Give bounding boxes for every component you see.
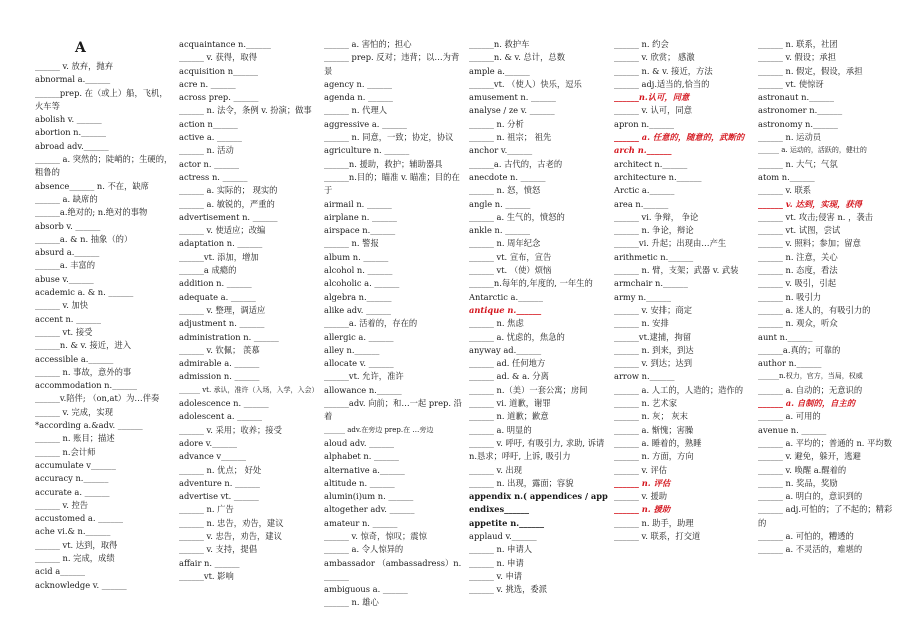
vocab-entry: adaptation n. ______ bbox=[179, 238, 263, 249]
vocab-entry: ______ adv.在旁边 prep.在 …旁边 bbox=[324, 425, 434, 434]
vocab-entry: ______n. 援助，救护；辅助器具 bbox=[324, 158, 443, 169]
vocab-entry: altogether adv. ______ bbox=[324, 504, 415, 515]
vocab-entry: astronaut n.______ bbox=[758, 92, 834, 103]
vocab-entry: alumin(i)um n. ______ bbox=[324, 491, 414, 502]
vocab-entry: allowance n.______ bbox=[324, 384, 402, 395]
vocab-entry: adjustment n. ______ bbox=[179, 318, 265, 329]
vocab-entry: ______ v. 联系 bbox=[758, 185, 812, 196]
vocab-entry: ______ vt. 接受 bbox=[35, 326, 93, 337]
vocab-entry: ______ n. 假定，假设，承担 bbox=[758, 65, 863, 76]
vocab-entry: ______ n. 约会 bbox=[614, 39, 669, 49]
vocab-entry: architecture n.______ bbox=[614, 171, 702, 182]
vocab-entry: ______ n. 方面，方向 bbox=[614, 451, 694, 462]
vocab-entry: ______n. & v. 接近，进入 bbox=[35, 340, 131, 351]
vocab-entry: ______ v. 安排；商定 bbox=[614, 304, 692, 315]
vocab-entry: absorb v. ______ bbox=[35, 220, 101, 231]
vocab-entry: ______ a. 生气的，愤怒的 bbox=[469, 211, 565, 222]
vocab-entry: ______ v. 援助 bbox=[614, 491, 668, 502]
vocab-entry: abortion n.______ bbox=[35, 127, 107, 138]
vocab-entry: allergic a. ______ bbox=[324, 331, 394, 342]
vocab-entry: amusement n. ______ bbox=[469, 92, 556, 103]
vocab-entry: ______ v. 钦佩； 羡慕 bbox=[179, 344, 260, 355]
vocab-entry: ______a.绝对的; n.绝对的事物 bbox=[35, 207, 148, 218]
vocab-entry: ______ n. 助手，助理 bbox=[614, 517, 694, 528]
vocab-entry: ______vt. 影响 bbox=[179, 570, 234, 581]
vocab-entry: acquaintance n.______ bbox=[179, 39, 271, 49]
vocab-entry: agency n. ______ bbox=[324, 78, 392, 89]
vocab-entry: ______ n. 分析 bbox=[469, 118, 524, 129]
vocab-entry: ______ a. 可怕的，糟透的 bbox=[758, 530, 854, 541]
vocab-entry: ______ a. 不灵活的，难堪的 bbox=[758, 544, 863, 555]
vocab-entry: airplane n. ______ bbox=[324, 211, 397, 222]
vocab-entry: affair n. ______ bbox=[179, 557, 240, 568]
vocab-entry: army n.______ bbox=[614, 291, 671, 302]
vocab-entry: airmail n. ______ bbox=[324, 198, 392, 209]
vocab-entry: apron n.______ bbox=[614, 118, 675, 129]
vocab-entry: ______ n. 臂，支架；武器 v. 武装 bbox=[614, 265, 739, 276]
vocab-entry: ______ v. 完成，实现 bbox=[35, 406, 113, 417]
vocab-entry: ______ n. 安排 bbox=[614, 318, 669, 329]
vocab-entry: ______ a. 运动的，活跃的，健壮的 bbox=[758, 146, 867, 155]
vocab-entry: ______ n. 事故，意外的事 bbox=[35, 366, 132, 377]
vocab-entry: avenue n. ______ bbox=[758, 424, 827, 435]
vocab-entry: algebra n.______ bbox=[324, 291, 392, 302]
vocab-entry: ______ v. 到达；达到 bbox=[614, 358, 692, 369]
vocab-entry: ______ v. 欣赏； 感激 bbox=[614, 52, 695, 63]
vocab-entry: ______ n. 道歉；歉意 bbox=[469, 411, 549, 422]
vocab-entry: adore v.______ bbox=[179, 437, 237, 448]
vocab-entry: ______ n. 警报 bbox=[324, 238, 379, 249]
vocab-entry: ______ v. 认可，同意 bbox=[614, 105, 692, 116]
vocab-entry: accurate a. ______ bbox=[35, 486, 110, 497]
vocab-entry: armchair n.______ bbox=[614, 278, 688, 289]
vocab-entry: ______ a. 实际的； 现实的 bbox=[179, 185, 278, 196]
vocab-entry: ______ v. 吸引，引起 bbox=[758, 278, 836, 289]
vocab-entry: ______ n. 法令，条例 v. 扮演；做事 bbox=[179, 105, 312, 116]
vocab-entry: ______ n. 活动 bbox=[179, 145, 234, 156]
vocab-entry: aloud adv. ______ bbox=[324, 437, 395, 448]
vocab-entry: ample a.______ bbox=[469, 65, 530, 76]
vocab-entry: appendix n.( appendices / appendixes______ bbox=[469, 491, 608, 515]
vocab-entry: ______ v. 出现 bbox=[469, 464, 523, 475]
vocab-entry: ______ v. 放弃，抛弃 bbox=[35, 61, 113, 71]
vocab-entry: ______ a. 敏锐的，严重的 bbox=[179, 198, 275, 209]
vocab-entry: ______ v. 避免，躲开，逃避 bbox=[758, 451, 861, 462]
vocab-entry: alcohol n. ______ bbox=[324, 265, 393, 276]
vocab-entry: analyse / ze v. ______ bbox=[469, 105, 555, 116]
vocab-entry: amateur n. ______ bbox=[324, 517, 398, 528]
vocab-entry: ______adv. 向前；和…一起 prep. 沿着 bbox=[324, 398, 462, 422]
vocab-entry: ______ n. 申请人 bbox=[469, 544, 533, 555]
vocab-entry: applaud v.______ bbox=[469, 530, 537, 541]
vocab-entry: anyway ad.______ bbox=[469, 344, 542, 355]
vocab-entry: academic a. & n. ______ bbox=[35, 287, 134, 298]
vocab-entry: ______ vt. 承认，准许（入场，入学，入会） bbox=[179, 385, 319, 394]
vocab-entry: aunt n.______ bbox=[758, 331, 813, 342]
vocab-entry: ______a.真的；可靠的 bbox=[758, 344, 841, 355]
vocab-entry: ______ a. 明白的，意识到的 bbox=[758, 491, 863, 502]
vocab-entry: ______ n. 周年纪念 bbox=[469, 238, 541, 249]
vocab-entry: airspace n.______ bbox=[324, 225, 396, 236]
vocab-entry: ______ a. 明显的 bbox=[469, 424, 532, 435]
vocab-entry: absence______ n. 不在，缺席 bbox=[35, 180, 149, 191]
vocab-entry: ankle n. ______ bbox=[469, 225, 531, 236]
vocab-entry: adventure n. ______ bbox=[179, 477, 260, 488]
vocab-entry: accommodation n.______ bbox=[35, 380, 138, 391]
vocab-entry: ______ a. 可用的 bbox=[758, 411, 821, 422]
section-letter-heading: A bbox=[75, 40, 86, 56]
vocab-entry: absurd a.______ bbox=[35, 247, 100, 258]
vocab-entry: ______ n. 同意，一致；协定，协议 bbox=[324, 132, 454, 143]
vocab-entry: album n. ______ bbox=[324, 251, 389, 262]
vocab-entry: ______ n. 完成，成绩 bbox=[35, 552, 115, 563]
vocab-entry: ______ vi. 道歉，谢罪 bbox=[469, 398, 551, 409]
vocab-entry: arithmetic n.______ bbox=[614, 251, 694, 262]
vocab-entry: ______ n. 态度，看法 bbox=[758, 265, 838, 276]
vocab-entry: ______ n. 奖品，奖励 bbox=[758, 477, 838, 488]
vocab-entry: accessible a.______ bbox=[35, 353, 114, 364]
vocab-entry: ______ a. 突然的；陡峭的；生硬的，粗鲁的 bbox=[35, 154, 173, 178]
vocab-entry: ______ n. 艺术家 bbox=[614, 398, 678, 409]
vocab-entry: area n.______ bbox=[614, 198, 669, 209]
vocab-entry: ______a. 古代的，古老的 bbox=[469, 158, 563, 169]
vocab-entry: adolescent a. ______ bbox=[179, 411, 263, 422]
vocab-entry: Arctic a.______ bbox=[614, 185, 675, 196]
vocab-entry: ______ adj.适当的,恰当的 bbox=[614, 78, 710, 89]
vocab-entry: ______ n. 广告 bbox=[179, 504, 234, 515]
word-column-6 bbox=[758, 38, 898, 557]
vocab-entry: ______vt. 添加，增加 bbox=[179, 251, 259, 262]
vocab-entry: advertise vt. ______ bbox=[179, 491, 259, 502]
vocab-entry: accustomed a. ______ bbox=[35, 513, 124, 524]
vocab-entry: ______n.目的；瞄准 v. 瞄准；目的在于 bbox=[324, 171, 460, 196]
vocab-entry: astronomer n.______ bbox=[758, 105, 843, 116]
vocab-entry: ______ v. 控告 bbox=[35, 499, 89, 510]
vocab-entry: astronomy n.______ bbox=[758, 118, 838, 129]
vocab-entry: ______ a. 睡着的，熟睡 bbox=[614, 437, 702, 448]
vocab-entry: ______ v. 达到，实现，获得 bbox=[758, 198, 862, 209]
vocab-entry: acre n. ______ bbox=[179, 78, 236, 89]
vocab-entry: ache vi.& n.______ bbox=[35, 526, 111, 537]
vocab-entry: acquisition n______ bbox=[179, 65, 259, 76]
vocab-entry: abuse v.______ bbox=[35, 273, 94, 284]
vocab-entry: ambassador （ambassadress）n.______ bbox=[324, 557, 462, 581]
vocab-entry: ______ n. 怒，愤怒 bbox=[469, 185, 541, 196]
vocab-entry: administration n. ______ bbox=[179, 331, 279, 342]
vocab-entry: ______vt. 允许，准许 bbox=[324, 371, 404, 382]
vocab-entry: ______a 成瘾的 bbox=[179, 265, 237, 276]
word-column-2 bbox=[179, 38, 319, 583]
vocab-entry: ______ n. 灰； 灰末 bbox=[614, 411, 688, 422]
vocab-entry: antique n.______ bbox=[469, 304, 542, 315]
vocab-entry: ______n.每年的,年度的, 一年生的 bbox=[469, 278, 593, 289]
vocab-entry: ______ v. 惊奇，惊叹；震惊 bbox=[324, 530, 427, 541]
vocab-entry: ______ v. 假设；承担 bbox=[758, 52, 836, 63]
vocab-entry: ______ n. 观众，听众 bbox=[758, 318, 838, 329]
vocab-entry: ______n. 救护车 bbox=[469, 39, 530, 49]
vocab-entry: alike adv. ______ bbox=[324, 304, 391, 315]
word-column-1 bbox=[35, 38, 175, 592]
word-column-5 bbox=[614, 38, 754, 543]
vocab-entry: ______ a. 害怕的；担心 bbox=[324, 39, 412, 49]
vocab-entry: ______ n. 到来，到达 bbox=[614, 344, 694, 355]
vocab-entry: ______ vt. 使惊讶 bbox=[758, 78, 824, 89]
vocab-entry: ______vt.逮捕，拘留 bbox=[614, 331, 692, 342]
vocab-entry: ______ v. 唤醒 a.醒着的 bbox=[758, 464, 847, 475]
vocab-entry: acid a______ bbox=[35, 566, 86, 577]
vocab-entry: ______ a. 惭愧；害臊 bbox=[614, 424, 694, 435]
vocab-entry: ______ v. 照料；参加；留意 bbox=[758, 238, 861, 249]
vocab-entry: active a. ______ bbox=[179, 132, 242, 143]
vocab-entry: accuracy n.______ bbox=[35, 473, 109, 484]
vocab-entry: abroad adv.______ bbox=[35, 140, 109, 151]
vocab-entry: ______ n. 祖宗； 祖先 bbox=[469, 132, 552, 143]
vocab-entry: ______ n.（美）一套公寓；房间 bbox=[469, 384, 588, 395]
vocab-entry: ______ n. 注意，关心 bbox=[758, 251, 838, 262]
vocab-entry: ______ v. 忠告，劝告，建议 bbox=[179, 530, 282, 541]
vocab-entry: ______ vt. 达到，取得 bbox=[35, 539, 118, 550]
vocab-entry: ______ a. 自动的；无意识的 bbox=[758, 384, 863, 395]
vocab-entry: architect n.______ bbox=[614, 158, 688, 169]
vocab-entry: ______vt. （使人）快乐，逗乐 bbox=[469, 78, 582, 89]
vocab-entry: aggressive a. ______ bbox=[324, 118, 407, 129]
vocab-entry: ______ v. 联系，打交道 bbox=[614, 530, 701, 541]
vocab-entry: anecdote n. ______ bbox=[469, 171, 546, 182]
vocab-entry: alphabet n. ______ bbox=[324, 451, 399, 462]
vocab-entry: ______ n. 大气；气氛 bbox=[758, 158, 838, 169]
vocab-entry: ______ a. 忧虑的，焦急的 bbox=[469, 331, 565, 342]
vocab-entry: ______ n. 出现，露面；容貌 bbox=[469, 477, 574, 488]
vocab-entry: arch n.______ bbox=[614, 145, 672, 156]
vocab-entry: ______ n. 优点； 好处 bbox=[179, 464, 262, 475]
vocab-entry: arrow n.______ bbox=[614, 371, 675, 382]
vocab-entry: ______ v. 采用；收养；接受 bbox=[179, 424, 282, 435]
vocab-entry: accumulate v______ bbox=[35, 459, 116, 470]
vocab-entry: advertisement n. ______ bbox=[179, 211, 278, 222]
vocab-entry: ______ vi. 争辩， 争论 bbox=[614, 211, 699, 222]
word-column-3 bbox=[324, 38, 464, 610]
vocab-entry: Antarctic a.______ bbox=[469, 291, 543, 302]
vocab-entry: ______ adj.可怕的；了不起的；精彩的 bbox=[758, 504, 893, 528]
vocab-entry: ______ n. & v. 接近，方法 bbox=[614, 65, 713, 76]
vocab-entry: ______ a. 迷人的，有吸引力的 bbox=[758, 304, 871, 315]
vocab-entry: ______ n. 焦虑 bbox=[469, 318, 524, 329]
vocab-entry: ______ v. 获得，取得 bbox=[179, 52, 257, 63]
vocab-entry: ______ v. 整理，调适应 bbox=[179, 304, 266, 315]
vocab-entry: ______n. & v. 总计，总数 bbox=[469, 52, 565, 63]
vocab-entry: ______ a. 任意的，随意的，武断的 bbox=[614, 132, 745, 143]
vocab-entry: ______ v. 加快 bbox=[35, 300, 89, 311]
vocab-entry: ______a. & n. 抽象（的） bbox=[35, 233, 133, 244]
vocab-entry: ______ a. 人工的，人造的；造作的 bbox=[614, 384, 744, 395]
vocab-entry: adolescence n. ______ bbox=[179, 398, 269, 409]
word-column-4 bbox=[469, 38, 609, 596]
vocab-entry: anchor v.______ bbox=[469, 145, 533, 156]
vocab-entry: ______prep. 在（或上）船，飞机，火车等 bbox=[35, 87, 168, 111]
vocab-entry: ______ n.会计师 bbox=[35, 446, 96, 457]
vocab-entry: admission n. ______ bbox=[179, 371, 260, 382]
vocab-entry: ______ ad. 任何地方 bbox=[469, 358, 546, 369]
vocab-entry: ______ n. 代理人 bbox=[324, 105, 388, 116]
vocab-entry: addition n. ______ bbox=[179, 278, 252, 289]
vocab-entry: ______ a. 令人惊异的 bbox=[324, 544, 404, 555]
vocab-entry: ______ prep. 反对；违背；以…为背景 bbox=[324, 52, 460, 76]
vocab-entry: angle n. ______ bbox=[469, 198, 531, 209]
vocab-entry: alley n.______ bbox=[324, 344, 380, 355]
vocab-entry: across prep. ______ bbox=[179, 92, 259, 103]
vocab-entry: action n______ bbox=[179, 118, 238, 129]
vocab-entry: actress n. ______ bbox=[179, 171, 248, 182]
vocab-entry: ______ vt. 宣布，宣告 bbox=[469, 251, 552, 262]
vocab-entry: atom n.______ bbox=[758, 171, 815, 182]
vocab-entry: ______ a. 自制的，自主的 bbox=[758, 398, 856, 409]
vocab-entry: allocate v. ______ bbox=[324, 358, 394, 369]
vocab-entry: ______ v. 申请 bbox=[469, 570, 523, 581]
vocab-entry: ______ n. 账目；描述 bbox=[35, 433, 115, 444]
vocab-entry: ______ n. 忠告，劝告，建议 bbox=[179, 517, 284, 528]
vocab-entry: acknowledge v. ______ bbox=[35, 579, 127, 590]
vocab-entry: advance v______ bbox=[179, 451, 247, 462]
vocab-entry: ______ n. 申请 bbox=[469, 557, 524, 568]
vocab-entry: ______n.认可，同意 bbox=[614, 92, 690, 103]
vocab-entry: altitude n. ______ bbox=[324, 477, 395, 488]
vocab-entry: ______ v. 评估 bbox=[614, 464, 668, 475]
vocab-entry: ______ v. 挑选，委派 bbox=[469, 584, 547, 595]
vocab-entry: ______ a. 缺席的 bbox=[35, 193, 98, 204]
vocab-entry: alcoholic a. ______ bbox=[324, 278, 400, 289]
vocab-entry: abnormal a.______ bbox=[35, 74, 111, 85]
vocab-entry: ______ a. 平均的；普通的 n. 平均数 bbox=[758, 437, 892, 448]
vocab-entry: ______ n. 吸引力 bbox=[758, 291, 822, 302]
vocab-entry: agenda n. ______ bbox=[324, 92, 393, 103]
vocab-entry: adequate a. ______ bbox=[179, 291, 256, 302]
vocab-entry: ambiguous a. ______ bbox=[324, 584, 408, 595]
vocab-entry: ______ vt. 试图，尝试 bbox=[758, 225, 841, 236]
vocab-entry: ______ vt. （使）烦恼 bbox=[469, 265, 552, 276]
vocab-entry: accent n. ______ bbox=[35, 313, 101, 324]
vocab-entry: ______vi. 升起；出现由…产生 bbox=[614, 238, 727, 249]
vocab-entry: ______ n. 联系，社团 bbox=[758, 39, 838, 49]
vocab-entry: actor n. ______ bbox=[179, 158, 240, 169]
vocab-entry: *according a.&adv. ______ bbox=[35, 420, 143, 431]
vocab-entry: admirable a. ______ bbox=[179, 358, 260, 369]
vocab-entry: appetite n.______ bbox=[469, 517, 545, 528]
vocab-entry: agriculture n. ______ bbox=[324, 145, 410, 156]
vocab-entry: abolish v. ______ bbox=[35, 114, 102, 125]
vocab-entry: alternative a.______ bbox=[324, 464, 405, 475]
vocab-entry: ______a. 活着的，存在的 bbox=[324, 318, 418, 329]
vocab-entry: author n.______ bbox=[758, 358, 822, 369]
vocab-entry: ______a. 丰富的 bbox=[35, 260, 96, 271]
vocab-entry: ______ n. 评估 bbox=[614, 477, 671, 488]
vocab-entry: ______ vt. 攻击;侵害 n. ，袭击 bbox=[758, 211, 873, 222]
vocab-entry: ______ ad. & a. 分离 bbox=[469, 371, 549, 382]
vocab-entry: ______n.权力，官方，当局，权威 bbox=[758, 372, 863, 381]
vocab-entry: ______ n. 争论，辩论 bbox=[614, 225, 694, 236]
vocab-entry: ______ v. 使适应；改编 bbox=[179, 225, 266, 236]
vocab-entry: ______ v. 支持，提倡 bbox=[179, 544, 257, 555]
vocab-entry: ______ v. 呼吁, 有吸引力, 求助, 诉请 n.恳求；呼吁, 上诉, 吸引力 bbox=[469, 437, 605, 462]
vocab-entry: ______ n. 援助 bbox=[614, 504, 671, 515]
vocab-entry: ______ n. 运动员 bbox=[758, 132, 822, 143]
vocab-entry: ______ n. 雄心 bbox=[324, 597, 379, 608]
vocab-entry: ______v.陪伴; （on,at）为…伴奏 bbox=[35, 393, 160, 404]
